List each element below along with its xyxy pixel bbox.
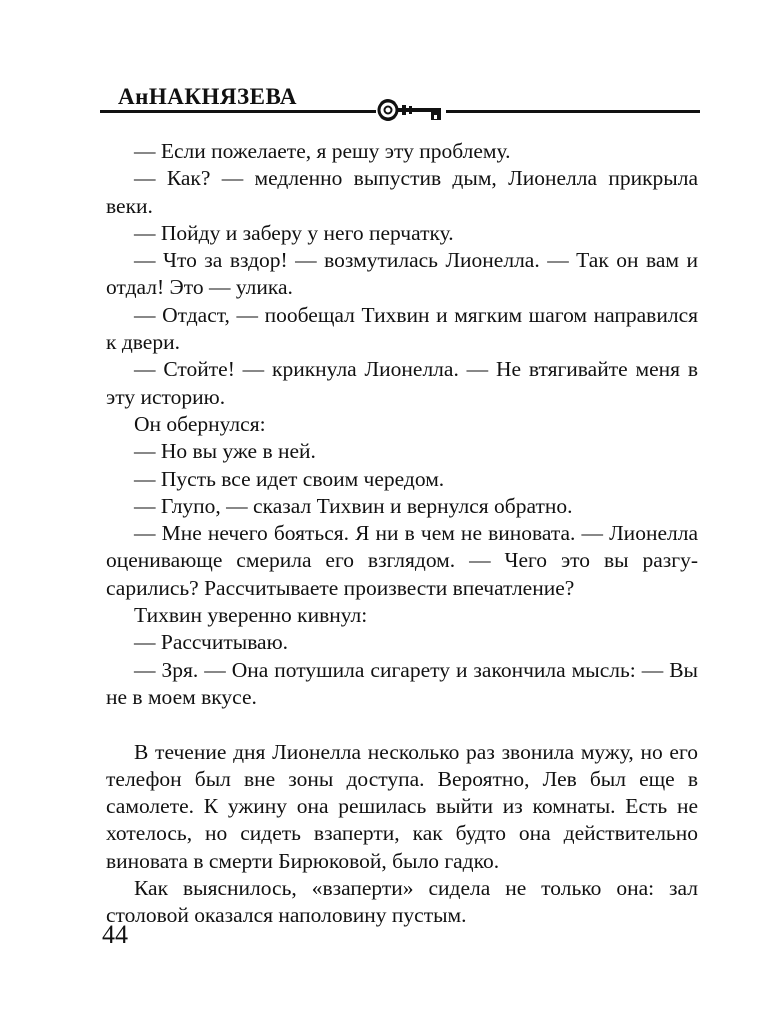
paragraph: — Глупо, — сказал Тихвин и вернулся обратно.	[134, 493, 573, 518]
paragraph: — Если пожелаете, я решу эту проблему.	[134, 139, 511, 163]
key-icon	[376, 95, 446, 125]
paragraph: — Но вы уже в ней.	[134, 439, 316, 464]
page-number: 44	[102, 920, 128, 949]
paragraph: — Пойду и заберу у него перчатку.	[134, 220, 454, 245]
paragraph: В течение дня Лионелла несколько раз звонила мужу, но его телефон был вне зоны доступа. Вероятно, Лев был еще в самолете. К ужину она решилась выйти из комнаты. Есть не хотелось, но сидеть взаперти, как будто она действительно виновата в смерти Бирюковой, было гадко.	[106, 739, 698, 873]
paragraph: Он обернулся:	[134, 411, 266, 436]
section-break	[106, 711, 698, 738]
paragraph: — Пусть все идет своим чередом.	[134, 466, 445, 491]
paragraph: — Как? — медленно выпустив дым, Лионелла прикрыла веки.	[106, 166, 698, 218]
paragraph: — Что за вздор! — возмутилась Лионелла. — Так он вам и отдал! Это — улика.	[106, 248, 698, 300]
paragraph: — Рассчитываю.	[134, 630, 289, 655]
author-name: АнНАКНЯЗЕВА	[118, 84, 298, 109]
paragraph: — Зря. — Она потушила сигарету и закончила мысль: — Вы не в моем вкусе.	[106, 657, 698, 709]
running-header	[100, 80, 700, 130]
paragraph: Как выяснилось, «взаперти» сидела не только она: зал столовой оказался наполовину пустым.	[106, 876, 698, 928]
paragraph: — Стойте! — крикнула Лионелла. — Не втягивайте меня в эту историю.	[106, 357, 698, 409]
paragraph: — Мне нечего бояться. Я ни в чем не виновата. — Лионелла оценивающе смерила его взглядом. — Чего это вы разгусарились? Рассчитываете произвести впечатление?	[106, 521, 698, 600]
paragraph: — Отдаст, — пообещал Тихвин и мягким шагом направился к двери.	[106, 302, 698, 355]
paragraph: Тихвин уверенно кивнул:	[134, 603, 368, 628]
body-text	[106, 138, 698, 930]
